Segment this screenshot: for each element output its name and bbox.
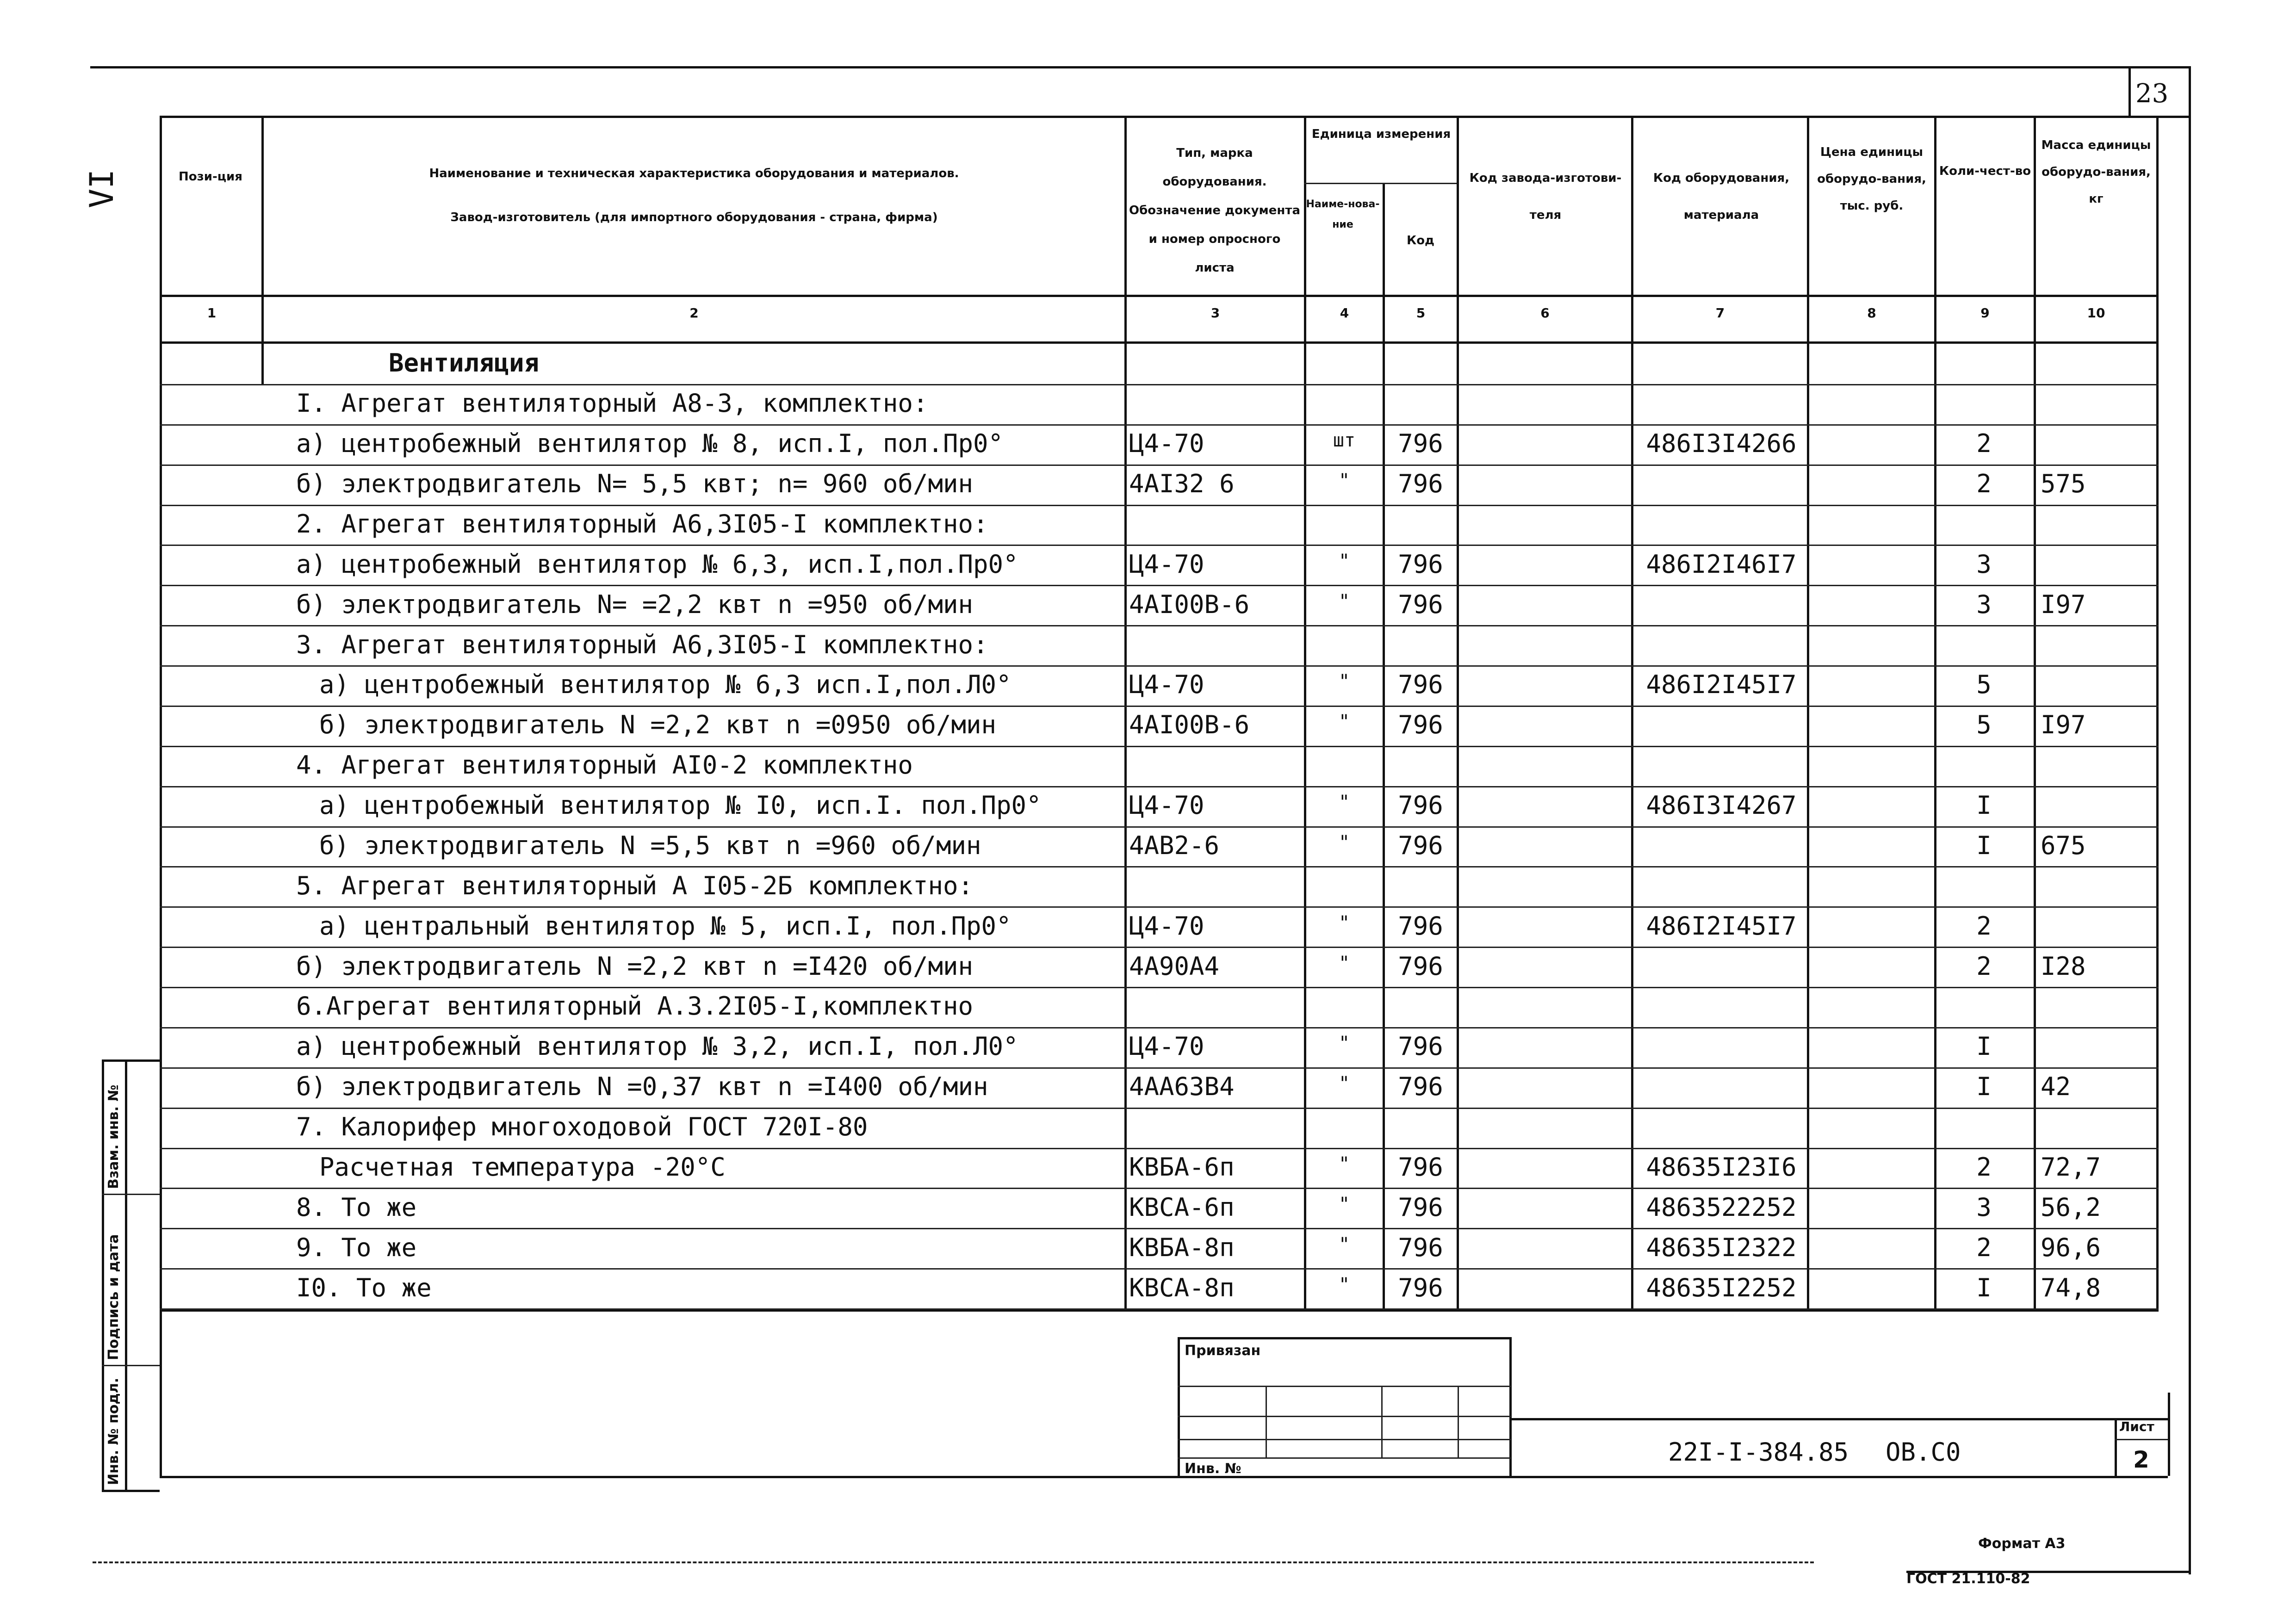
header-position: Пози-ция bbox=[179, 170, 242, 184]
table-right-line bbox=[2156, 116, 2159, 1309]
cell-mass: I28 bbox=[2041, 951, 2086, 981]
cell-unit: " bbox=[1338, 470, 1350, 492]
cell-unit: " bbox=[1338, 792, 1350, 813]
row-divider bbox=[160, 1228, 2159, 1229]
cell-type: КВБА-6п bbox=[1129, 1152, 1235, 1182]
header-unit-name: Наиме-нова-ние bbox=[1306, 198, 1380, 230]
colnum-3: 3 bbox=[1210, 305, 1220, 321]
cell-code: 796 bbox=[1398, 710, 1443, 740]
cell-unit: " bbox=[1338, 912, 1350, 934]
col-line-7 bbox=[1807, 116, 1809, 1309]
cell-unit: " bbox=[1338, 671, 1350, 693]
stamp-c2 bbox=[1381, 1386, 1383, 1457]
colnum-5: 5 bbox=[1416, 305, 1426, 321]
cell-mat: 486I2I45I7 bbox=[1646, 911, 1797, 941]
cell-code: 796 bbox=[1398, 1032, 1443, 1061]
cell-unit: " bbox=[1338, 1274, 1350, 1295]
cell-name: 3. Агрегат вентиляторный А6,3I05-I комплектно: bbox=[296, 630, 988, 659]
cell-unit: " bbox=[1338, 831, 1350, 853]
cell-mass: I97 bbox=[2041, 710, 2086, 740]
header-name-b: Завод-изготовитель (для импортного оборудования - страна, фирма) bbox=[450, 211, 938, 224]
cell-name: 7. Калорифер многоходовой ГОСТ 720I-80 bbox=[296, 1112, 868, 1142]
stamp-inv: Инв. № bbox=[1185, 1461, 1241, 1477]
cell-qty: 2 bbox=[1976, 951, 1992, 981]
cell-unit: " bbox=[1338, 1033, 1350, 1054]
cell-qty: I bbox=[1976, 1032, 1992, 1061]
cell-type: 4АI00В-6 bbox=[1129, 710, 1250, 740]
stamp-r4 bbox=[1178, 1457, 1511, 1459]
cell-type: Ц4-70 bbox=[1129, 670, 1204, 700]
row-divider bbox=[160, 947, 2159, 948]
sheet-cell-left bbox=[2115, 1418, 2117, 1476]
side-mark: VI bbox=[83, 169, 121, 208]
cell-name: I. Агрегат вентиляторный А8-3, комплектно: bbox=[296, 389, 928, 418]
side-stamp-mid bbox=[125, 1059, 127, 1490]
unit-split-line bbox=[1304, 183, 1457, 184]
cell-mat: 48635I23I6 bbox=[1646, 1152, 1797, 1182]
cell-mass: 42 bbox=[2041, 1072, 2071, 1102]
row-divider bbox=[160, 1188, 2159, 1189]
cell-name: Расчетная температура -20°С bbox=[319, 1152, 726, 1182]
colnum-4: 4 bbox=[1340, 305, 1349, 321]
cell-name: 9. То же bbox=[296, 1233, 417, 1262]
row-divider bbox=[160, 1067, 2159, 1069]
side-stamp-vzam: Взам. инв. № bbox=[105, 1084, 122, 1189]
header-qty: Коли-чест-во bbox=[1939, 164, 2031, 178]
cell-code: 796 bbox=[1398, 1192, 1443, 1222]
colnum-10: 10 bbox=[2087, 305, 2105, 321]
cell-code: 796 bbox=[1398, 549, 1443, 579]
row-divider bbox=[160, 665, 2159, 667]
cell-name: а) центробежный вентилятор № 6,3, исп.I,пол.Пр0° bbox=[296, 549, 1018, 579]
row-divider bbox=[160, 786, 2159, 787]
cell-code: 796 bbox=[1398, 1273, 1443, 1302]
cell-code: 796 bbox=[1398, 951, 1443, 981]
cell-name: I0. То же bbox=[296, 1273, 432, 1302]
row-divider bbox=[160, 424, 2159, 426]
cell-mat: 4863522252 bbox=[1646, 1192, 1797, 1222]
cell-code: 796 bbox=[1398, 1152, 1443, 1182]
header-plant-code: Код завода-изготови-теля bbox=[1469, 171, 1622, 222]
colnum-9: 9 bbox=[1980, 305, 1990, 321]
cell-type: КВСА-6п bbox=[1129, 1192, 1235, 1222]
colnum-6: 6 bbox=[1540, 305, 1550, 321]
cell-qty: I bbox=[1976, 1273, 1992, 1302]
cell-unit: " bbox=[1338, 1233, 1350, 1255]
cell-type: Ц4-70 bbox=[1129, 1032, 1204, 1061]
cell-name: 2. Агрегат вентиляторный А6,3I05-I комплектно: bbox=[296, 509, 988, 539]
cell-type: 4АI00В-6 bbox=[1129, 589, 1250, 619]
cell-type: 4АВ2-6 bbox=[1129, 830, 1220, 860]
cell-unit: " bbox=[1338, 550, 1350, 572]
cell-mass: 56,2 bbox=[2041, 1192, 2101, 1222]
cell-unit: " bbox=[1338, 711, 1350, 733]
colnum-bottom-line bbox=[160, 341, 2159, 344]
cell-code: 796 bbox=[1398, 1072, 1443, 1102]
cell-mat: 486I3I4267 bbox=[1646, 791, 1797, 820]
side-stamp-s2 bbox=[102, 1365, 160, 1366]
gost-label: ГОСТ 21.110-82 bbox=[1906, 1571, 2030, 1587]
cell-qty: 5 bbox=[1976, 710, 1992, 740]
cell-unit: " bbox=[1338, 1073, 1350, 1095]
cell-qty: I bbox=[1976, 791, 1992, 820]
col-line-9 bbox=[2034, 116, 2036, 1309]
row-divider bbox=[160, 585, 2159, 586]
cell-qty: I bbox=[1976, 1072, 1992, 1102]
title-block-bottom bbox=[160, 1476, 2168, 1478]
cell-name: б) электродвигатель N= 5,5 квт; n= 960 об/мин bbox=[296, 469, 973, 499]
col-line-6 bbox=[1631, 116, 1633, 1309]
header-unit-code: Код bbox=[1406, 234, 1435, 248]
header-material-code: Код оборудования, материала bbox=[1653, 171, 1790, 222]
cell-qty: I bbox=[1976, 830, 1992, 860]
stamp-r2 bbox=[1178, 1416, 1511, 1417]
cell-name: б) электродвигатель N =2,2 квт n =I420 об/мин bbox=[296, 951, 973, 981]
cell-type: Ц4-70 bbox=[1129, 791, 1204, 820]
cell-name: Вентиляция bbox=[389, 348, 540, 378]
cell-code: 796 bbox=[1398, 429, 1443, 458]
cell-name: б) электродвигатель N =0,37 квт n =I400 об/мин bbox=[296, 1072, 988, 1102]
side-stamp-signature: Подпись и дата bbox=[105, 1234, 122, 1360]
row-divider bbox=[160, 1027, 2159, 1028]
colnum-2: 2 bbox=[689, 305, 699, 321]
stamp-r3 bbox=[1178, 1439, 1511, 1440]
cell-unit: шт bbox=[1333, 430, 1356, 452]
sheet-number: 2 bbox=[2133, 1446, 2149, 1473]
cell-mat: 48635I2322 bbox=[1646, 1233, 1797, 1262]
side-stamp-inv-podl: Инв. № подл. bbox=[105, 1377, 122, 1485]
colnum-8: 8 bbox=[1867, 305, 1876, 321]
header-name-a: Наименование и техническая характеристика оборудования и материалов. bbox=[429, 167, 959, 180]
cell-name: б) электродвигатель N =5,5 квт n =960 об/мин bbox=[319, 830, 981, 860]
row-divider bbox=[160, 826, 2159, 828]
col-line-5 bbox=[1457, 116, 1459, 1309]
side-stamp-s1 bbox=[102, 1194, 160, 1195]
right-border-line bbox=[2189, 66, 2191, 1574]
header-unit: Единица измерения bbox=[1311, 127, 1451, 141]
header-type: Тип, марка оборудования. Обозначение документа и номер опросного листа bbox=[1129, 146, 1301, 275]
cell-type: 4АI32 6 bbox=[1129, 469, 1235, 499]
row-divider bbox=[160, 505, 2159, 506]
cell-unit: " bbox=[1338, 952, 1350, 974]
cell-qty: 2 bbox=[1976, 429, 1992, 458]
row-divider bbox=[160, 465, 2159, 466]
cell-unit: " bbox=[1338, 1153, 1350, 1175]
cell-mass: 72,7 bbox=[2041, 1152, 2101, 1182]
stamp-top bbox=[1178, 1337, 1511, 1339]
row-divider bbox=[160, 625, 2159, 626]
format-label: Формат А3 bbox=[1978, 1536, 2066, 1552]
row-divider bbox=[160, 746, 2159, 747]
cell-type: 4А90А4 bbox=[1129, 951, 1220, 981]
cell-qty: 2 bbox=[1976, 469, 1992, 499]
cell-code: 796 bbox=[1398, 589, 1443, 619]
cell-qty: 2 bbox=[1976, 1233, 1992, 1262]
cell-mass: 575 bbox=[2041, 469, 2086, 499]
cell-name: а) центральный вентилятор № 5, исп.I, пол.Пр0° bbox=[319, 911, 1011, 941]
cell-code: 796 bbox=[1398, 911, 1443, 941]
cell-type: КВБА-8п bbox=[1129, 1233, 1235, 1262]
cell-name: 6.Агрегат вентиляторный А.3.2I05-I,комплектно bbox=[296, 991, 973, 1021]
cell-name: б) электродвигатель N= =2,2 квт n =950 об/мин bbox=[296, 589, 973, 619]
side-stamp-bottom bbox=[102, 1490, 160, 1492]
cell-qty: 2 bbox=[1976, 1152, 1992, 1182]
document-section: ОВ.С0 bbox=[1886, 1437, 1961, 1467]
footer-dash-line bbox=[93, 1561, 1814, 1563]
cell-name: б) электродвигатель N =2,2 квт n =0950 об/мин bbox=[319, 710, 996, 740]
stamp-c1 bbox=[1266, 1386, 1267, 1457]
col-line-1 bbox=[261, 116, 264, 384]
row-divider bbox=[160, 987, 2159, 988]
cell-type: 4АА63В4 bbox=[1129, 1072, 1235, 1102]
row-divider bbox=[160, 1148, 2159, 1149]
cell-name: а) центробежный вентилятор № I0, исп.I. пол.Пр0° bbox=[319, 791, 1042, 820]
cell-qty: 3 bbox=[1976, 1192, 1992, 1222]
side-stamp-left bbox=[102, 1059, 104, 1490]
title-block-top bbox=[1509, 1418, 2169, 1420]
stamp-left bbox=[1178, 1337, 1180, 1476]
cell-name: а) центробежный вентилятор № 6,3 исп.I,пол.Л0° bbox=[319, 670, 1011, 700]
cell-name: 5. Агрегат вентиляторный А I05-2Б комплектно: bbox=[296, 871, 973, 900]
row-divider bbox=[160, 1308, 2159, 1310]
row-divider bbox=[160, 1268, 2159, 1270]
stamp-r1 bbox=[1178, 1386, 1511, 1387]
cell-unit: " bbox=[1338, 590, 1350, 612]
cell-name: а) центробежный вентилятор № 3,2, исп.I, пол.Л0° bbox=[296, 1032, 1018, 1061]
cell-unit: " bbox=[1338, 1193, 1350, 1215]
top-border-line bbox=[90, 66, 2191, 68]
header-mass: Масса единицы оборудо-вания, кг bbox=[2041, 138, 2151, 206]
stamp-privyazan: Привязан bbox=[1185, 1343, 1261, 1359]
header-bottom-line bbox=[160, 295, 2159, 297]
row-divider bbox=[160, 545, 2159, 546]
cell-code: 796 bbox=[1398, 670, 1443, 700]
cell-type: Ц4-70 bbox=[1129, 429, 1204, 458]
document-designation: 22I-I-384.85 bbox=[1668, 1437, 1849, 1467]
col-line-3 bbox=[1304, 116, 1306, 1309]
cell-mat: 48635I2252 bbox=[1646, 1273, 1797, 1302]
stamp-c3 bbox=[1458, 1386, 1459, 1457]
cell-mat: 486I2I46I7 bbox=[1646, 549, 1797, 579]
cell-code: 796 bbox=[1398, 830, 1443, 860]
cell-qty: 2 bbox=[1976, 911, 1992, 941]
sheet-cell-split bbox=[2115, 1439, 2168, 1440]
sheet-label: Лист bbox=[2119, 1419, 2154, 1434]
colnum-7: 7 bbox=[1715, 305, 1725, 321]
row-divider bbox=[160, 866, 2159, 867]
colnum-1: 1 bbox=[207, 305, 217, 321]
sheet-cell-right bbox=[2168, 1393, 2170, 1476]
cell-code: 796 bbox=[1398, 791, 1443, 820]
sheet-box-left bbox=[2128, 66, 2131, 117]
cell-mass: 96,6 bbox=[2041, 1233, 2101, 1262]
cell-qty: 5 bbox=[1976, 670, 1992, 700]
table-top-line bbox=[160, 116, 2128, 118]
cell-type: КВСА-8п bbox=[1129, 1273, 1235, 1302]
cell-name: а) центробежный вентилятор № 8, исп.I, пол.Пр0° bbox=[296, 429, 1004, 458]
cell-qty: 3 bbox=[1976, 549, 1992, 579]
cell-qty: 3 bbox=[1976, 589, 1992, 619]
cell-mat: 486I3I4266 bbox=[1646, 429, 1797, 458]
cell-mass: I97 bbox=[2041, 589, 2086, 619]
cell-name: 8. То же bbox=[296, 1192, 417, 1222]
cell-type: Ц4-70 bbox=[1129, 911, 1204, 941]
cell-mat: 486I2I45I7 bbox=[1646, 670, 1797, 700]
header-price: Цена единицы оборудо-вания, тыс. руб. bbox=[1817, 145, 1926, 213]
cell-mass: 675 bbox=[2041, 830, 2086, 860]
cell-code: 796 bbox=[1398, 469, 1443, 499]
row-divider bbox=[160, 706, 2159, 707]
side-stamp-top bbox=[102, 1059, 160, 1062]
row-divider bbox=[160, 1108, 2159, 1109]
stamp-right bbox=[1509, 1337, 1512, 1476]
row-divider bbox=[160, 906, 2159, 908]
row-divider bbox=[160, 384, 2159, 385]
cell-code: 796 bbox=[1398, 1233, 1443, 1262]
cell-type: Ц4-70 bbox=[1129, 549, 1204, 579]
sheet-box-bottom bbox=[2128, 116, 2191, 118]
sheet-number-top: 23 bbox=[2135, 79, 2169, 109]
cell-mass: 74,8 bbox=[2041, 1273, 2101, 1302]
cell-name: 4. Агрегат вентиляторный АI0-2 комплектно bbox=[296, 750, 913, 780]
